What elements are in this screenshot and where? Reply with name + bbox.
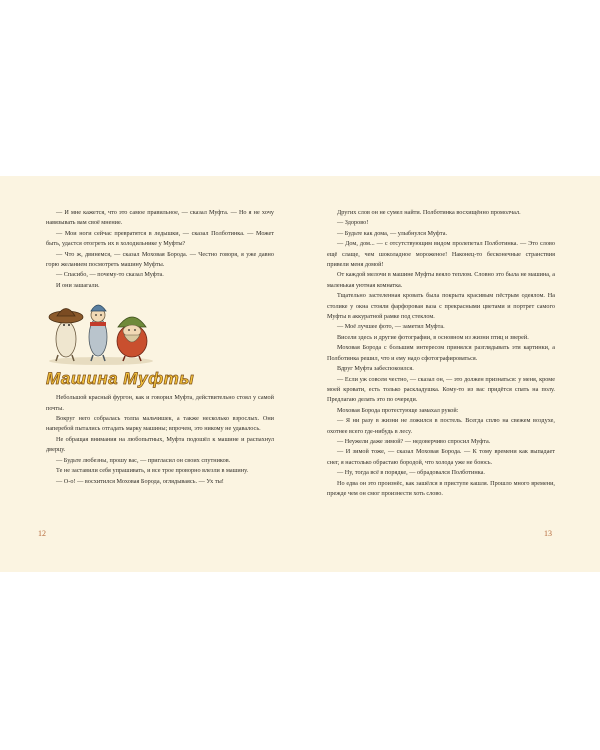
paragraph: Моховая Борода с большим интересом принялся разглядывать эти картинки, а Полботинка решил, что и ему надо сфотографироваться. bbox=[327, 344, 555, 362]
paragraph: — И зимой тоже, — сказал Моховая Борода. — К тому времени как выпадает снег, я настолько обрастаю бородой, что холода уже не боюсь. bbox=[327, 448, 555, 466]
paragraph: И они зашагали. bbox=[56, 281, 100, 289]
paragraph: Вдруг Муфта забеспокоился. bbox=[337, 365, 414, 373]
paragraph: — Здорово! bbox=[337, 219, 369, 227]
paragraph: — Спасибо, — почему-то сказал Муфта. bbox=[56, 271, 164, 279]
chapter-illustration bbox=[46, 295, 274, 367]
paragraph: — Неужели даже зимой? — недоверчиво спросил Муфта. bbox=[337, 437, 491, 445]
paragraph: — Если уж совсем честно, — сказал он, — это должен признаться: у меня, кроме моей кровати, есть только раскладушка. Кому-то из вас придётся спать на полу. Предлагаю делать это по очереди. bbox=[327, 375, 555, 404]
paragraph: Тщательно застеленная кровать была покрыта красивым пёстрым одеялом. На столике у окна стояли фарфоровая ваза с прекрасными цветами и портрет самого Муфты в аккуратной рамке под стеклом. bbox=[327, 292, 555, 321]
page-number-left: 12 bbox=[38, 529, 46, 538]
paragraph: Небольшой красный фургон, как и говорил Муфта, действительно стоял у самой почты. bbox=[46, 394, 274, 412]
paragraph: — Ну, тогда всё в порядке, — обрадовался Полботинка. bbox=[337, 469, 485, 477]
gnomes-illustration bbox=[46, 295, 156, 367]
paragraph: Висели здесь и другие фотографии, в основном из жизни птиц и зверей. bbox=[337, 333, 529, 341]
paragraph: Те не заставили себя упрашивать, и все трое проворно влезли в машину. bbox=[56, 467, 249, 475]
page-number-right: 13 bbox=[544, 529, 552, 538]
paragraph: Не обращая внимания на любопытных, Муфта подошёл к машине и распахнул дверцу. bbox=[46, 435, 274, 454]
right-page bbox=[327, 208, 555, 499]
paragraph: — Я ни разу в жизни не ложился в постель. Всегда сплю на свежем воздухе, охотнее всего где-нибудь в лесу. bbox=[327, 417, 555, 435]
paragraph: Других слов он не сумел найти. Полботинка восхищённо промолчал. bbox=[337, 209, 521, 216]
paragraph: Но едва он это произнёс, как зашёлся в приступе кашля. Прошло много времени, прежде чем он смог произнести хоть слово. bbox=[327, 479, 555, 497]
paragraph: — Моё лучшее фото, — заметил Муфта. bbox=[337, 323, 445, 331]
left-page-text-bottom bbox=[46, 393, 274, 487]
book-spread bbox=[0, 176, 600, 572]
chapter-title: Машина Муфты bbox=[46, 369, 195, 389]
paragraph: — Будьте любезны, прошу вас, — пригласил он своих спутников. bbox=[56, 456, 231, 464]
paragraph: — Мои ноги сейчас превратятся в ледышки, — сказал Полботинка. — Может быть, удастся отогреть их в холодильнике у Муфты? bbox=[46, 229, 274, 248]
left-page bbox=[46, 208, 274, 487]
paragraph: — И мне кажется, что это самое правильное, — сказал Муфта. — Но я не хочу навязывать вам своё мнение. bbox=[46, 209, 274, 227]
paragraph: — Дом, дом... — с отсутствующим видом пролепетал Полботинка. — Это слово ещё слаще, чем шоколадное мороженое! Наконец-то бесконечные странствия привели меня домой! bbox=[327, 240, 555, 269]
paragraph: — О-о! — восхитился Моховая Борода, оглядываясь. — Ух ты! bbox=[56, 477, 224, 485]
paragraph: — Будьте как дома, — улыбнулся Муфта. bbox=[337, 229, 448, 237]
paragraph: Вокруг него собралась толпа мальчишек, а также несколько взрослых. Они наперебой пытались отгадать марку машины; впрочем, это никому не удавалось. bbox=[46, 415, 274, 433]
paragraph: Моховая Борода протестующе замахал рукой: bbox=[337, 406, 459, 414]
paragraph: От каждой мелочи в машине Муфты веяло теплом. Словно это была не машина, а маленькая уютная комнатка. bbox=[327, 271, 555, 289]
paragraph: — Что ж, двинемся, — сказал Моховая Борода. — Честно говоря, я уже давно горю желанием посмотреть машину Муфты. bbox=[46, 250, 274, 269]
left-page-text-top bbox=[46, 208, 274, 291]
